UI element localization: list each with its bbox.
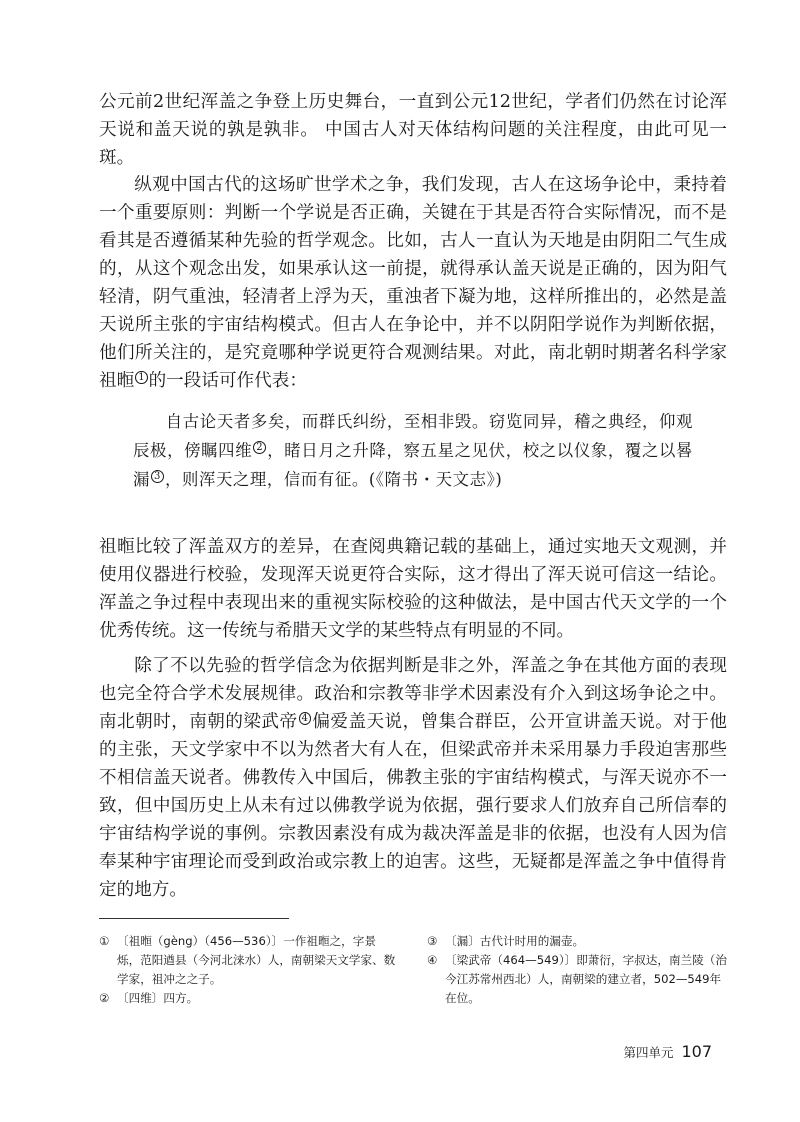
footnote-3-text: 〔漏〕古代计时用的漏壶。 <box>445 934 585 948</box>
footnote-ref-4[interactable]: 4 <box>299 712 311 725</box>
page-number: 107 <box>681 1042 712 1061</box>
footnote-2-text: 〔四维〕四方。 <box>117 991 199 1005</box>
paragraph-2-text: 纵观中国古代的这场旷世学术之争，我们发现，古人在这场争论中，秉持着一个重要原则：判断一个学说是否正确，关键在于其是否符合实际情况，而不是看其是否遵循某种先验的哲学观念。比如，古人一直认为天地是由阴阳二气生成的，从这个观念出发，如果承认这一前提，就得承认盖天说是正确的，因为阳气轻清，阴气重浊，轻清者上浮为天，重浊者下凝为地，这样所推出的，必然是盖天说所主张的宇宙结构模式。但古人在争论中，并不以阴阳学说作为判断依据，他们所关注的，是究竟哪种学说更符合观测结果。对此，南北朝时期著名科学家祖暅 <box>99 175 727 391</box>
footnotes-right-column <box>427 932 727 1008</box>
quote-part-3: ，则浑天之理，信而有征。(《隋书・天文志》) <box>164 470 503 489</box>
paragraph-2 <box>99 171 727 395</box>
paragraph-3-text: 祖暅比较了浑盖双方的差异，在查阅典籍记载的基础上，通过实地天文观测，并使用仪器进行校验，发现浑天说更符合实际，这才得出了浑天说可信这一结论。浑盖之争过程中表现出来的重视实际校验的这种做法，是中国古代天文学的一个优秀传统。这一传统与希腊天文学的某些特点有明显的不同。 <box>99 537 727 641</box>
footnote-ref-2[interactable]: 2 <box>253 441 266 454</box>
footnote-2 <box>99 989 399 1008</box>
footnote-3-mark: ③ <box>427 934 438 948</box>
quotation-block <box>133 407 693 494</box>
page-footer <box>623 1042 712 1061</box>
footnote-divider <box>99 918 289 919</box>
quote-part-2: ，睹日月之升降，察五星之见伏，校之以仪象，覆之以晷漏 <box>133 441 694 489</box>
footnote-ref-1[interactable]: 1 <box>135 371 147 384</box>
footnotes-left-column <box>99 932 399 1008</box>
paragraph-1-text: 公元前2世纪浑盖之争登上历史舞台，一直到公元12世纪，学者们仍然在讨论浑天说和盖天说的孰是孰非。 中国古人对天体结构问题的关注程度，由此可见一斑。 <box>99 92 727 168</box>
paragraph-3 <box>99 533 727 645</box>
paragraph-2-tail: 的一段话可作代表： <box>148 371 307 391</box>
footnote-1-mark: ① <box>99 934 110 948</box>
footnote-1 <box>99 932 399 989</box>
footnote-1-text: 〔祖暅（gèng）（456—536）〕一作祖暅之，字景烁，范阳遒县（今河北涞水）人，南朝梁天文学家、数学家，祖冲之之子。 <box>117 934 396 986</box>
paragraph-4-text-a: 除了不以先验的哲学信念为依据判断是非之外，浑盖之争在其他方面的表现也完全符合学术发展规律。政治和宗教等非学术因素没有介入到这场争论之中。南北朝时，南朝的梁武帝 <box>99 656 727 732</box>
footnote-3 <box>427 932 727 951</box>
paragraph-4-text-b: 偏爱盖天说，曾集合群臣，公开宣讲盖天说。对于他的主张，天文学家中不以为然者大有人在，但梁武帝并未采用暴力手段迫害那些不相信盖天说者。佛教传入中国后，佛教主张的宇宙结构模式，与浑天说亦不一致，但中国历史上从未有过以佛教学说为依据，强行要求人们放弃自己所信奉的宇宙结构学说的事例。宗教因素没有成为裁决浑盖是非的依据，也没有人因为信奉某种宇宙理论而受到政治或宗教上的迫害。这些，无疑都是浑盖之争中值得肯定的地方。 <box>99 712 727 900</box>
paragraph-4 <box>99 652 727 904</box>
footnote-4-mark: ④ <box>427 953 438 967</box>
footnote-4 <box>427 951 727 1008</box>
unit-label: 第四单元 <box>623 1045 674 1060</box>
quote-part-1: 自古论天者多矣，而群氏纠纷，至相非毁。窃览同异，稽之典经，仰观辰极，傍瞩四维 <box>133 412 693 460</box>
footnote-4-text: 〔梁武帝（464—549）〕即萧衍，字叔达，南兰陵（治今江苏常州西北）人，南朝梁的建立者，502—549年在位。 <box>445 953 727 1005</box>
paragraph-1 <box>99 88 727 172</box>
footnote-ref-3[interactable]: 3 <box>151 470 164 483</box>
footnote-2-mark: ② <box>99 991 110 1005</box>
